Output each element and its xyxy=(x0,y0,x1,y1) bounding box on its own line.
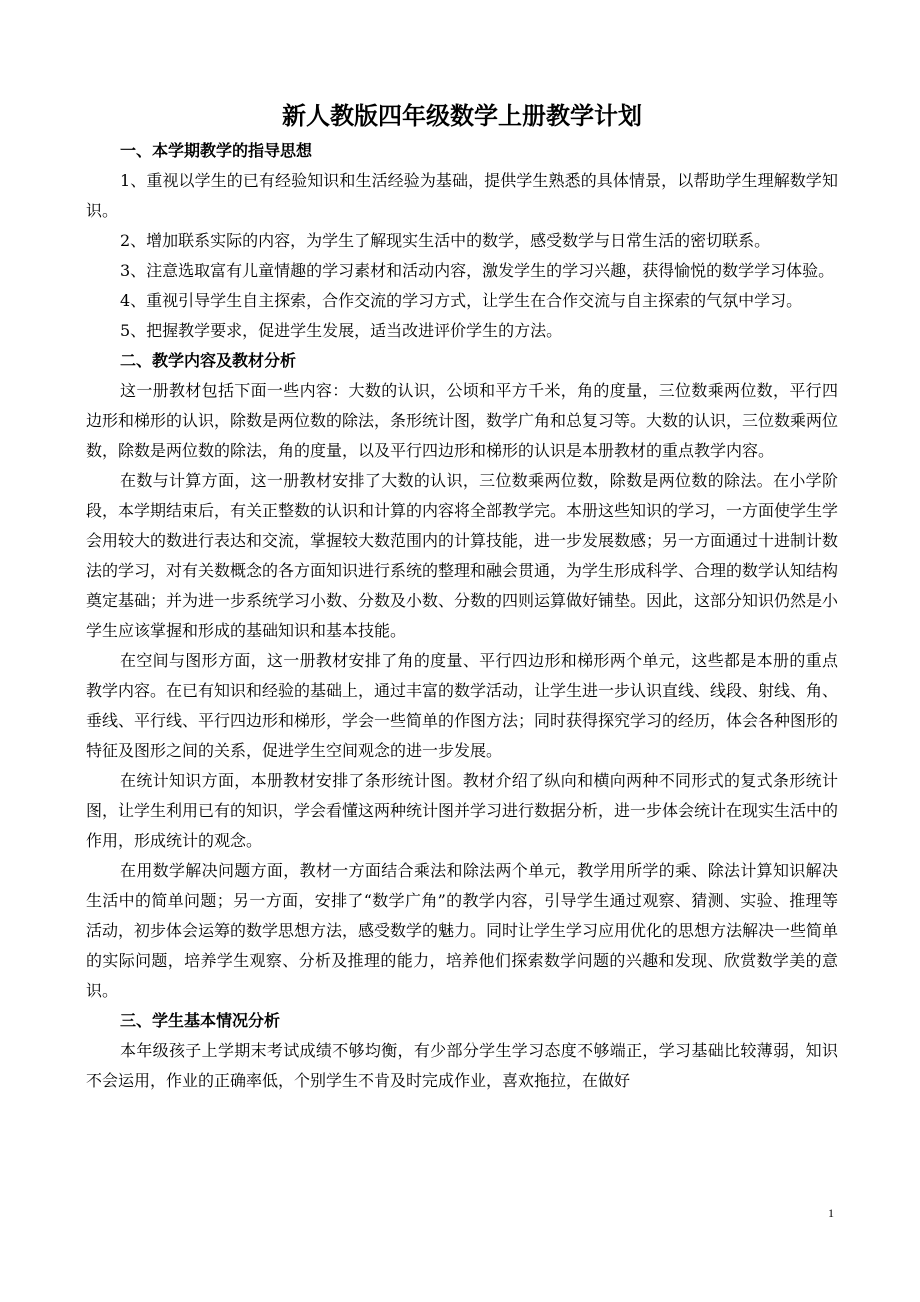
paragraph: 在用数学解决问题方面，教材一方面结合乘法和除法两个单元，教学用所学的乘、除法计算知识解决生活中的简单问题；另一方面，安排了“数学广角”的教学内容，引导学生通过观察、猜测、实验、推理等活动，初步体会运筹的数学思想方法，感受数学的魅力。同时让学生学习应用优化的思想方法解决一些简单的实际问题，培养学生观察、分析及推理的能力，培养他们探索数学问题的兴趣和发现、欣赏数学美的意识。 xyxy=(86,861,839,1000)
paragraph: 3、注意选取富有儿童情趣的学习素材和活动内容，激发学生的学习兴趣，获得愉悦的数学学习体验。 xyxy=(120,261,835,280)
page-number: 1 xyxy=(828,1206,834,1220)
section-heading: 三、学生基本情况分析 xyxy=(120,1011,281,1030)
paragraph: 2、增加联系实际的内容，为学生了解现实生活中的数学，感受数学与日常生活的密切联系。 xyxy=(120,231,771,250)
section-heading: 二、教学内容及教材分析 xyxy=(120,351,297,370)
paragraph: 在数与计算方面，这一册教材安排了大数的认识，三位数乘两位数，除数是两位数的除法。在小学阶段，本学期结束后，有关正整数的认识和计算的内容将全部教学完。本册这些知识的学习，一方面使学生学会用较大的数进行表达和交流，掌握较大数范围内的计算技能，进一步发展数感；另一方面通过十进制计数法的学习，对有关数概念的各方面知识进行系统的整理和融会贯通，为学生形成科学、合理的数学认知结构奠定基础；并为进一步系统学习小数、分数及小数、分数的四则运算做好铺垫。因此，这部分知识仍然是小学生应该掌握和形成的基础知识和基本技能。 xyxy=(86,471,839,640)
paragraph: 4、重视引导学生自主探索，合作交流的学习方式，让学生在合作交流与自主探索的气氛中学习。 xyxy=(120,291,803,310)
paragraph: 在统计知识方面，本册教材安排了条形统计图。教材介绍了纵向和横向两种不同形式的复式条形统计图，让学生利用已有的知识，学会看懂这两种统计图并学习进行数据分析，进一步体会统计在现实生活中的作用，形成统计的观念。 xyxy=(86,771,839,850)
paragraph: 1、重视以学生的已有经验知识和生活经验为基础，提供学生熟悉的具体情景，以帮助学生理解数学知识。 xyxy=(86,171,838,220)
paragraph: 本年级孩子上学期末考试成绩不够均衡，有少部分学生学习态度不够端正，学习基础比较薄弱，知识不会运用，作业的正确率低，个别学生不肯及时完成作业，喜欢拖拉，在做好 xyxy=(86,1041,838,1090)
section-3 xyxy=(86,1006,838,1096)
document-title: 新人教版四年级数学上册教学计划 xyxy=(282,101,642,130)
paragraph: 在空间与图形方面，这一册教材安排了角的度量、平行四边形和梯形两个单元，这些都是本册的重点教学内容。在已有知识和经验的基础上，通过丰富的数学活动，让学生进一步认识直线、线段、射线、角、垂线、平行线、平行四边形和梯形，学会一些简单的作图方法；同时获得探究学习的经历，体会各种图形的特征及图形之间的关系，促进学生空间观念的进一步发展。 xyxy=(86,651,839,760)
paragraph: 5、把握教学要求，促进学生发展，适当改进评价学生的方法。 xyxy=(120,321,563,340)
section-1 xyxy=(86,136,838,346)
paragraph: 这一册教材包括下面一些内容：大数的认识，公顷和平方千米，角的度量，三位数乘两位数，平行四边形和梯形的认识，除数是两位数的除法，条形统计图，数学广角和总复习等。大数的认识，三位数乘两位数，除数是两位数的除法，角的度量，以及平行四边形和梯形的认识是本册教材的重点教学内容。 xyxy=(86,381,839,460)
section-2 xyxy=(86,346,838,1006)
section-heading: 一、本学期教学的指导思想 xyxy=(120,141,313,160)
